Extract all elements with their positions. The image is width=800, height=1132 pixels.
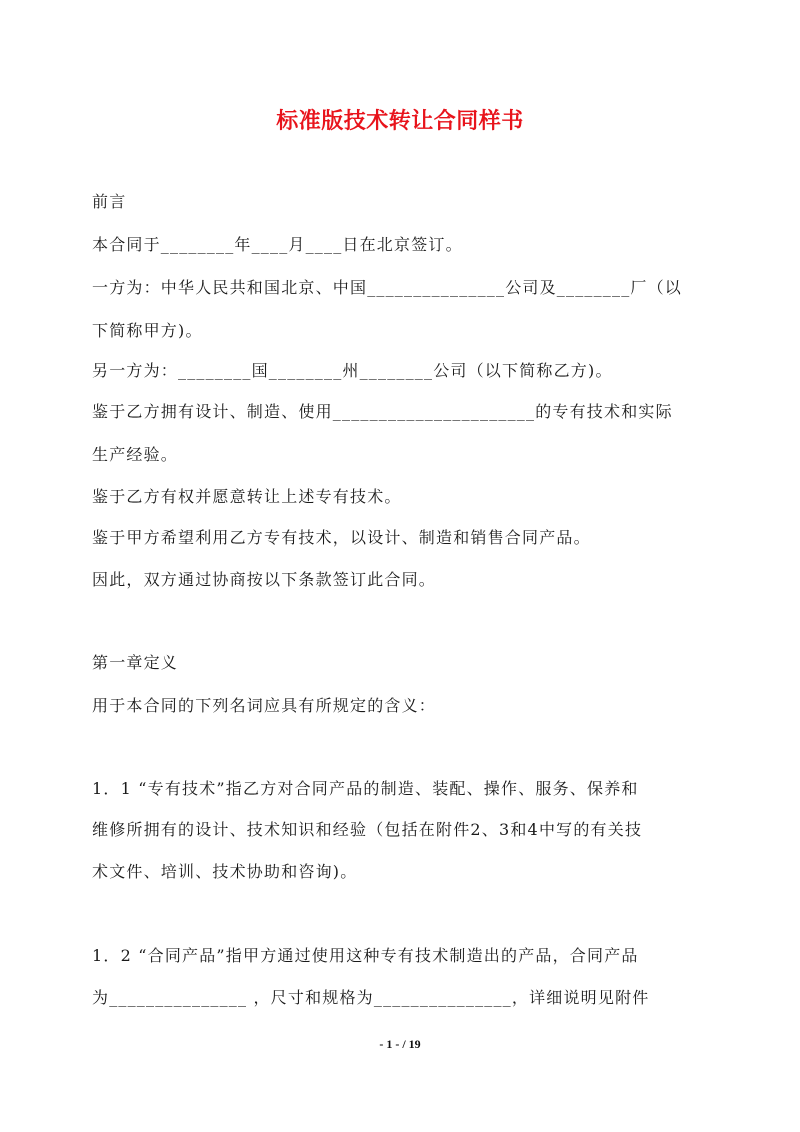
clause-line: 术文件、培训、技术协助和咨询)。 [92,862,358,881]
text-line: 鉴于乙方有权并愿意转让上述专有技术。 [92,487,402,506]
clause-line: 1．2 “合同产品”指甲方通过使用这种专有技术制造出的产品，合同产品 [92,946,639,965]
text-line: 用于本合同的下列名词应具有所规定的含义： [92,696,437,715]
text-line: 鉴于乙方拥有设计、制造、使用______________________的专有技术和实际 [92,402,673,421]
text-line: 另一方为：________国________州________公司（以下简称乙方)。 [92,361,613,380]
clause-line: 为_______________ ，尺寸和规格为_______________，详细说明见附件 [92,988,650,1007]
text-line: 本合同于________年____月____日在北京签订。 [92,235,463,254]
preface-heading: 前言 [92,192,127,211]
clause-line: 1．1 “专有技术”指乙方对合同产品的制造、装配、操作、服务、保养和 [92,779,639,798]
page-number: - 1 - / 19 [379,1037,421,1051]
text-line: 一方为：中华人民共和国北京、中国_______________公司及________厂（以 [92,278,683,297]
chapter-heading: 第一章定义 [92,653,179,672]
document-title: 标准版技术转让合同样书 [276,109,524,134]
text-line: 鉴于甲方希望利用乙方专有技术，以设计、制造和销售合同产品。 [92,528,591,547]
text-line: 因此，双方通过协商按以下条款签订此合同。 [92,570,437,589]
clause-line: 维修所拥有的设计、技术知识和经验（包括在附件2、3和4中写的有关技 [92,820,643,839]
text-line: 下简称甲方)。 [92,321,203,340]
text-line: 生产经验。 [92,445,179,464]
